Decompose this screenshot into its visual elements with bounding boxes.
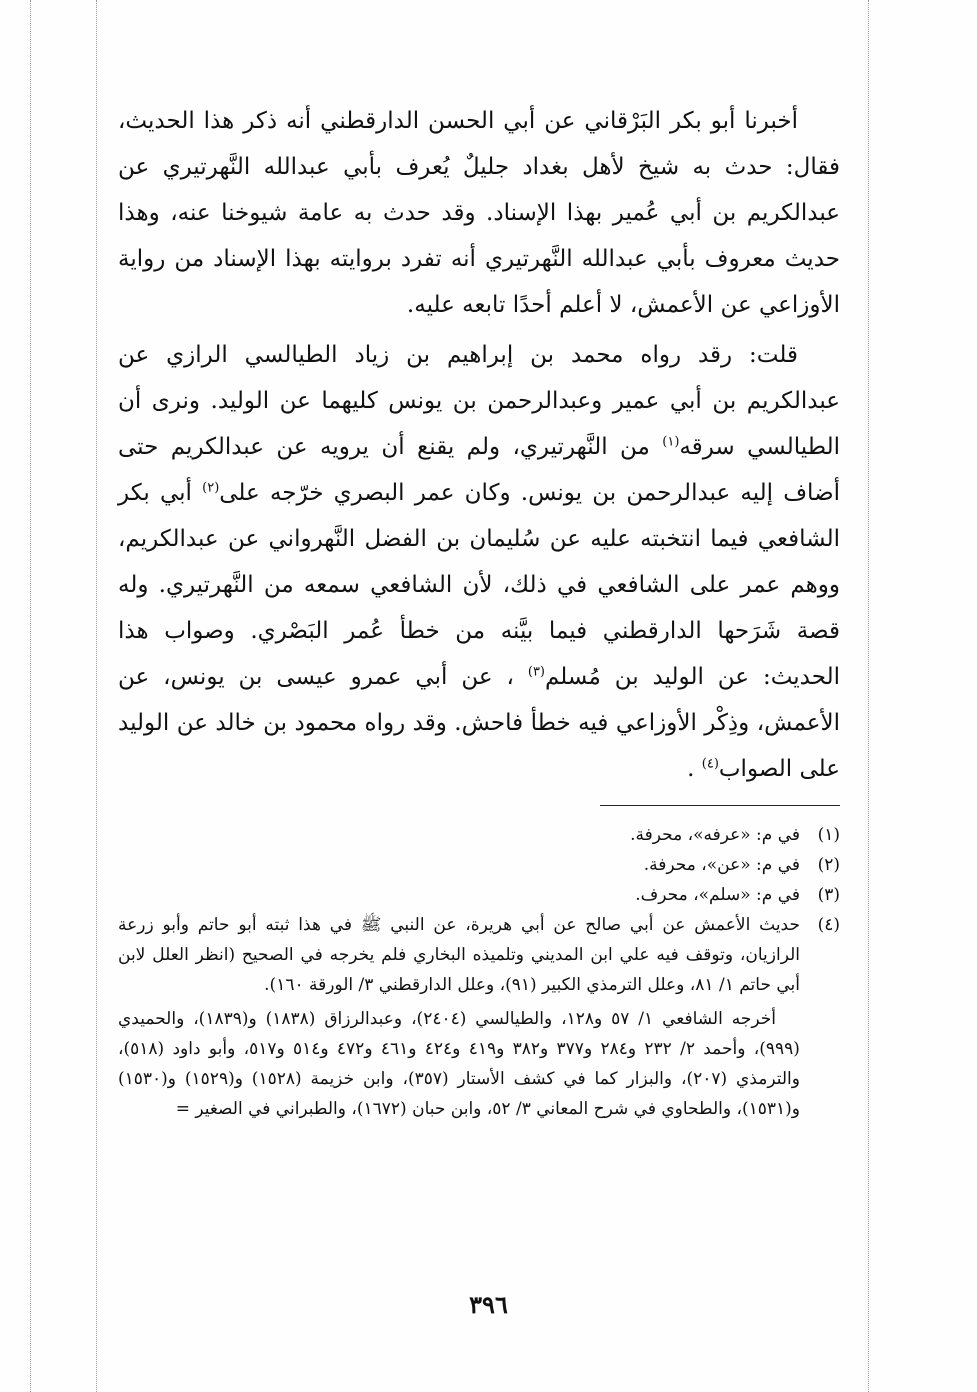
paragraph-2-text-a: قلت: رقد رواه محمد بن إبراهيم بن زياد الطيالسي الرازي عن عبدالكريم بن أبي عمير وعبدالرحمن بن يونس كليهما عن الوليد. ونرى أن الطيالسي سرقه xyxy=(118,342,840,460)
paragraph-2-text-d: ، عن أبي عمرو عيسى بن يونس، عن الأعمش، وذِكْر الأوزاعي فيه خطأ فاحش. وقد رواه محمود بن خالد عن الوليد على الصواب xyxy=(118,664,840,782)
paragraph-1-text: أخبرنا أبو بكر البَرْقاني عن أبي الحسن الدارقطني أنه ذكر هذا الحديث، فقال: حدث به شيخ لأهل بغداد جليلٌ يُعرف بأبي عبدالله النَّهرتيري عن عبدالكريم بن أبي عُمير بهذا الإسناد. وقد حدث به عامة شيوخنا عنه، وهذا حديث معروف بأبي عبدالله النَّهرتيري أنه تفرد بروايته بهذا الإسناد من رواية الأوزاعي عن الأعمش، لا أعلم أحدًا تابعه عليه. xyxy=(118,108,840,318)
footnote-3 xyxy=(118,880,840,910)
footnotes xyxy=(118,820,840,1124)
footnote-separator xyxy=(600,805,840,806)
footnote-ref-1[interactable]: (١) xyxy=(662,434,680,450)
footnote-number: (٢) xyxy=(817,855,840,875)
footnote-4 xyxy=(118,910,840,1000)
footnote-ref-4[interactable]: (٤) xyxy=(701,756,719,772)
scan-edge-line-left xyxy=(96,0,97,1392)
main-text xyxy=(118,98,840,796)
footnote-number: (٤) xyxy=(817,915,840,935)
footnote-text: في م: «عن»، محرفة. xyxy=(643,855,800,875)
footnote-number: (٣) xyxy=(817,885,840,905)
paragraph-2-text-c: أبي بكر الشافعي فيما انتخبته عليه عن سُليمان بن الفضل النَّهرواني عن عبدالكريم، ووهم عمر على الشافعي في ذلك، لأن الشافعي سمعه من النَّهرتيري. وله قصة شَرَحها الدارقطني فيما بيَّنه من خطأ عُمر البَصْري. وصواب هذا الحديث: عن الوليد بن مُسلم xyxy=(118,480,840,690)
footnote-2 xyxy=(118,850,840,880)
footnote-ref-3[interactable]: (٣) xyxy=(527,664,545,680)
page-number: ٣٩٦ xyxy=(469,1290,508,1319)
paragraph-1 xyxy=(118,98,840,328)
footnote-1 xyxy=(118,820,840,850)
scan-edge-line-far-left xyxy=(30,0,31,1392)
footnote-text: حديث الأعمش عن أبي صالح عن أبي هريرة، عن النبي ﷺ في هذا ثبته أبو حاتم وأبو زرعة الرازيان، وتوقف فيه علي ابن المديني وتلميذه البخاري فلم يخرجه في الصحيح (انظر العلل لابن أبي حاتم ١/ ٨١، وعلل الترمذي الكبير (٩١)، وعلل الدارقطني ٣/ الورقة ١٦٠). xyxy=(118,915,800,995)
footnote-4-continuation: أخرجه الشافعي ١/ ٥٧ و١٢٨، والطيالسي (٢٤٠٤)، وعبدالرزاق (١٨٣٨) و(١٨٣٩)، والحميدي (٩٩٩)، وأحمد ٢/ ٢٣٢ و٢٨٤ و٣٧٧ و٣٨٢ و٤١٩ و٤٢٤ و٤٦١ و٤٧٢ و٥١٤ و٥١٧، وأبو داود (٥١٨)، والترمذي (٢٠٧)، والبزار كما في كشف الأستار (٣٥٧)، وابن خزيمة (١٥٢٨) و(١٥٢٩) و(١٥٣٠) و(١٥٣١)، والطحاوي في شرح المعاني ٣/ ٥٢، وابن حبان (١٦٧٢)، والطبراني في الصغير = xyxy=(118,1009,800,1119)
footnote-ref-2[interactable]: (٢) xyxy=(202,480,220,496)
paragraph-2-text-b: من النَّهرتيري، ولم يقنع أن يرويه عن عبدالكريم حتى أضاف إليه عبدالرحمن بن يونس. وكان عمر البصري خرّجه على xyxy=(118,434,840,506)
scan-edge-line-right xyxy=(868,0,869,1392)
footnote-text: في م: «عرفه»، محرفة. xyxy=(630,825,800,845)
paragraph-2-text-e: . xyxy=(687,756,702,782)
footnote-number: (١) xyxy=(817,825,840,845)
footnote-text: في م: «سلم»، محرف. xyxy=(635,885,800,905)
paragraph-2 xyxy=(118,332,840,792)
